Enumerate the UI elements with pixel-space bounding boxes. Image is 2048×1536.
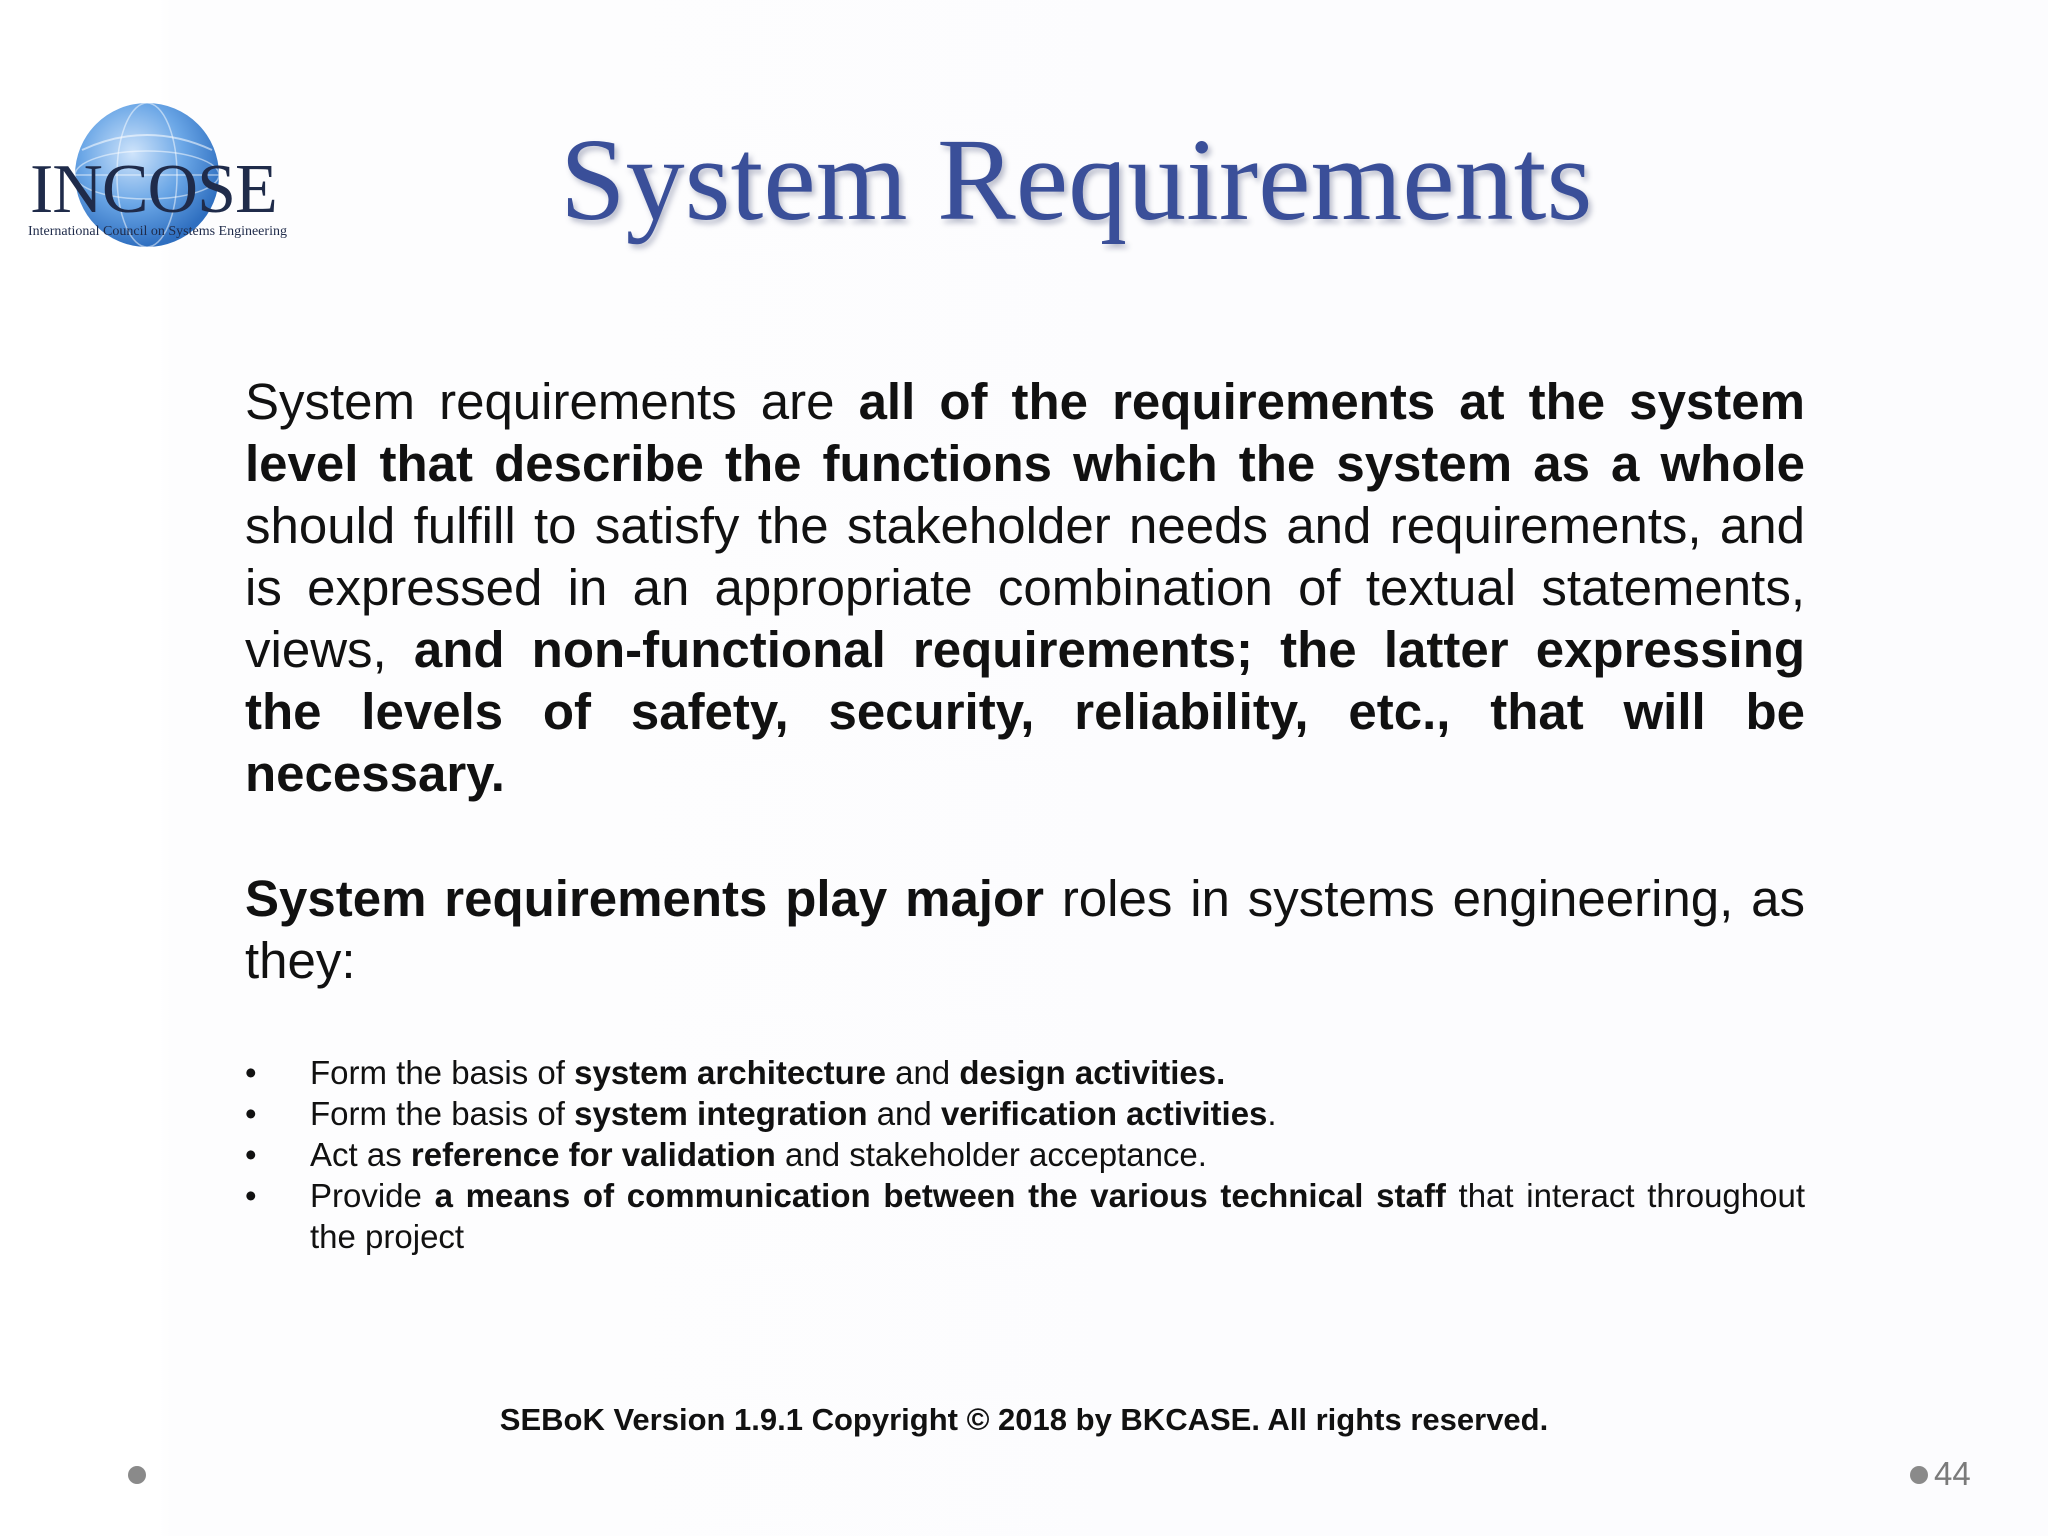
bullet-icon: • <box>245 1095 257 1132</box>
para1-bold: all of the requirements at the system level that describe the functions which the system as a whole <box>245 373 1805 492</box>
item-text: and <box>885 1054 960 1091</box>
item-text: and stakeholder acceptance. <box>775 1136 1207 1173</box>
para2-text: roles in systems engineering, as they: <box>245 870 1805 989</box>
incose-logo <box>22 100 287 260</box>
para1-text: System requirements are <box>245 373 859 430</box>
item-text: that interact throughout the project <box>310 1177 1806 1255</box>
para1-bold: and non-functional requirements; the latter expressing the levels of safety, security, reliability, etc., that will be necessary. <box>245 621 1805 802</box>
item-bold: system integration <box>574 1095 868 1132</box>
copyright-footer: SEBoK Version 1.9.1 Copyright © 2018 by BKCASE. All rights reserved. <box>499 1402 1549 1437</box>
item-text: Provide <box>310 1177 435 1214</box>
item-text: and <box>867 1095 941 1132</box>
list-item <box>245 1093 1805 1134</box>
item-text: Form the basis of <box>310 1054 575 1091</box>
logo-subtitle: International Council on Systems Engineering <box>28 224 287 239</box>
item-bold: design activities. <box>959 1054 1226 1091</box>
bullet-icon: • <box>245 1054 257 1091</box>
list-item <box>245 1052 1805 1093</box>
bullet-icon: • <box>245 1177 257 1214</box>
prev-slide-dot-icon[interactable] <box>128 1466 146 1484</box>
next-slide-dot-icon[interactable] <box>1910 1466 1928 1484</box>
para1-text: should fulfill to satisfy the stakeholder needs and requirements, and is expressed in an appropriate combination of textual statements, views, <box>245 497 1805 678</box>
item-text: Form the basis of <box>310 1095 575 1132</box>
slide-title: System Requirements <box>560 114 1593 245</box>
item-bold: system architecture <box>574 1054 886 1091</box>
item-bold: reference for validation <box>410 1136 776 1173</box>
item-bold: a means of communication between the various technical staff <box>434 1177 1446 1214</box>
list-item <box>245 1134 1805 1175</box>
item-text: Act as <box>310 1136 411 1173</box>
bullet-icon: • <box>245 1136 257 1173</box>
item-bold: verification activities <box>940 1095 1268 1132</box>
roles-list <box>245 1052 1805 1257</box>
para2-bold: System requirements play major <box>245 870 1044 927</box>
item-text: . <box>1267 1095 1277 1132</box>
logo-wordmark: INCOSE <box>30 151 277 228</box>
definition-paragraph <box>245 371 1805 805</box>
page-number: 44 <box>1934 1455 1971 1492</box>
roles-paragraph <box>245 868 1805 992</box>
list-item <box>245 1175 1805 1257</box>
